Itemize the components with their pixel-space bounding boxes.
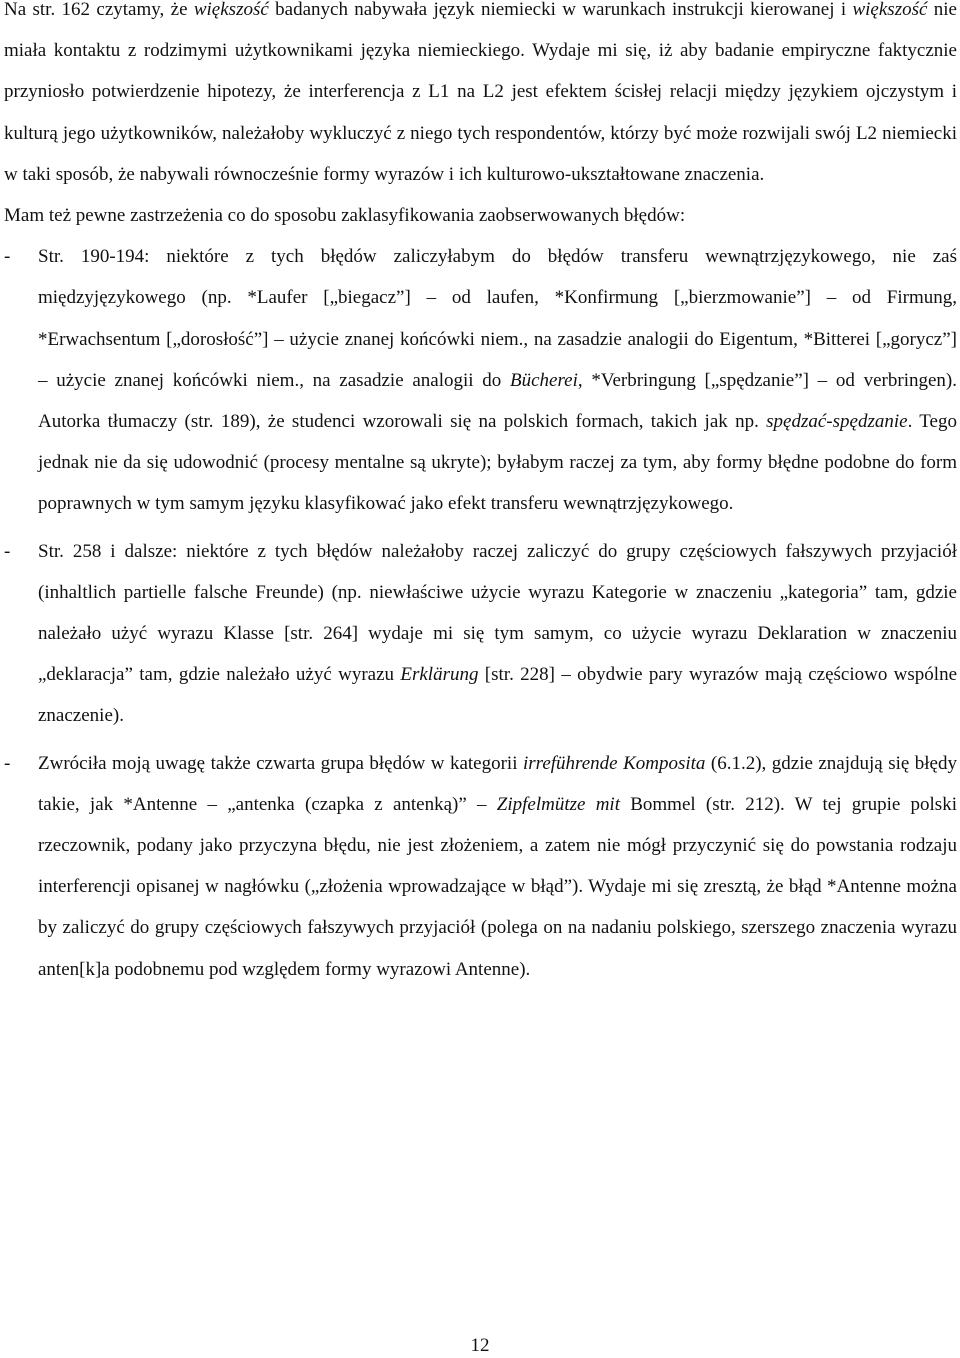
text-run: badanych nabywała język niemiecki w warunkach instrukcji kierowanej i xyxy=(268,0,853,20)
emphasis-text: irreführende Komposita xyxy=(522,752,706,774)
emphasis-text: Erklärung xyxy=(400,664,479,686)
list-item-text xyxy=(38,236,957,524)
text-run: . Tego jednak nie da się udowodnić (procesy mentalne są ukryte); byłabym raczej za tym, aby formy błędne podobne do form poprawnych w tym samym języku klasyfikować jako efekt transferu wewnątrzjęzykowego. xyxy=(38,411,957,515)
text-run: Str. 258 i dalsze: niektóre z tych błędów należałoby raczej zaliczyć do grupy częściowych fałszywych przyjaciół (inhaltlich partielle falsche Freunde) (np. niewłaściwe użycie wyrazu Kategorie w znaczeniu „kategoria” tam, gdzie należało użyć wyrazu Klasse [str. 264] wydaje mi się tym samym, co użycie wyrazu Deklaration w znaczeniu „deklaracja” tam, gdzie należało użyć wyrazu xyxy=(38,540,957,686)
list-dash: - xyxy=(4,752,11,774)
list-item-text xyxy=(38,531,957,737)
list-item xyxy=(0,743,960,990)
page-number: 12 xyxy=(470,1335,490,1356)
emphasis-text: Zipfelmütze mit xyxy=(496,793,620,815)
text-run: , *Verbringung [„spędzanie”] – od verbringen). Autorka tłumaczy (str. 189), że studenci wzorowali się na polskich formach, takich jak np. xyxy=(38,369,957,433)
list-item-text xyxy=(38,743,957,990)
list-item xyxy=(0,236,960,524)
emphasis-text: Bücherei xyxy=(510,369,578,391)
list-dash: - xyxy=(4,246,11,268)
paragraph-intro xyxy=(0,0,960,195)
text-run: Bommel (str. 212). W tej grupie polski rzeczownik, podany jako przyczyna błędu, nie jest złożeniem, a zatem nie mógł przyczynić się do powstania rodzaju interferencji opisanej w nagłówku („złożenia wprowadzające w błąd”). Wydaje mi się zresztą, że błąd *Antenne można by zaliczyć do grupy częściowych fałszywych przyjaciół (polega on na nadaniu polskiego, szerszego znaczenia wyrazu anten[k]a podobnemu pod względem formy wyrazowi Antenne). xyxy=(38,793,957,980)
text-run: Zwróciła moją uwagę także czwarta grupa błędów w kategorii xyxy=(38,752,523,774)
emphasis-text: większość xyxy=(852,0,928,20)
paragraph-reservations: Mam też pewne zastrzeżenia co do sposobu zaklasyfikowania zaobserwowanych błędów: xyxy=(4,205,686,227)
text-run: [str. 228] – obydwie pary wyrazów mają częściowo wspólne znaczenie). xyxy=(38,664,958,727)
list-dash: - xyxy=(4,540,11,562)
emphasis-text: spędzać-spędzanie xyxy=(766,411,908,433)
list-item xyxy=(0,531,960,737)
emphasis-text: większość xyxy=(193,0,269,20)
text-run: Na str. 162 czytamy, że xyxy=(4,0,194,20)
text-run: Str. 190-194: niektóre z tych błędów zaliczyłabym do błędów transferu wewnątrzjęzykowego, nie zaś międzyjęzykowego (np. *Laufer [„biegacz”] – od laufen, *Konfirmung [„bierzmowanie”] – od Firmung, *Erwachsentum [„dorosłość”] – użycie znanej końcówki niem., na zasadzie analogii do Eigentum, *Bitterei [„gorycz”] – użycie znanej końcówki niem., na zasadzie analogii do xyxy=(38,246,957,391)
text-run: (6.1.2), gdzie znajdują się błędy takie, jak *Antenne – „antenka (czapka z antenką)” – xyxy=(38,752,957,815)
text-run: nie miała kontaktu z rodzimymi użytkownikami języka niemieckiego. Wydaje mi się, iż aby badanie empiryczne faktycznie przyniosło potwierdzenie hipotezy, że interferencja z L1 na L2 jest efektem ścisłej relacji między językiem ojczystym i kulturą jego użytkowników, należałoby wykluczyć z niego tych respondentów, którzy być może rozwijali swój L2 niemiecki w taki sposób, że nabywali równocześnie formy wyrazów i ich kulturowo-ukształtowane znaczenia. xyxy=(4,0,957,185)
